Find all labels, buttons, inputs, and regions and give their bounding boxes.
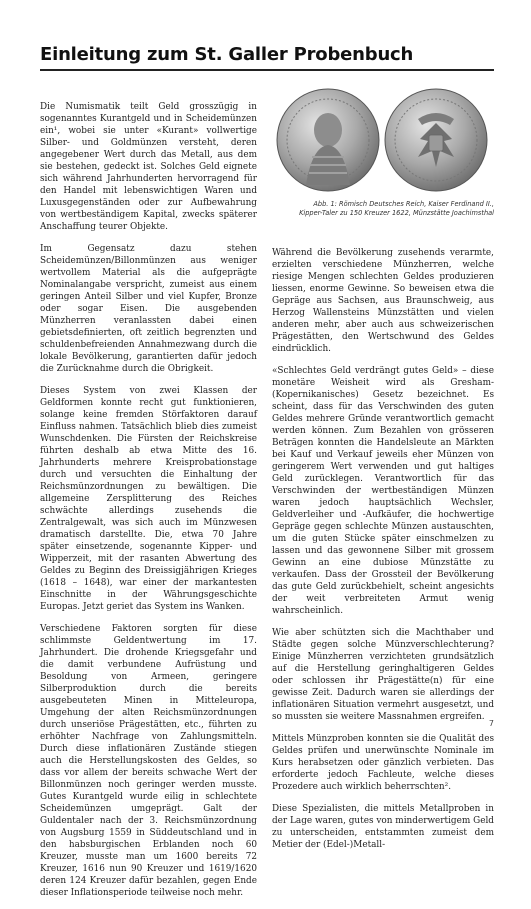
coin-figure — [272, 85, 494, 217]
page-title: Einleitung zum St. Galler Probenbuch — [40, 44, 414, 65]
coin-obverse — [277, 89, 379, 191]
coin-photo — [272, 85, 494, 195]
title-rule — [40, 69, 494, 71]
paragraph: Wie aber schützten sich die Machthaber und Städte gegen solche Münzverschlechterung? Einige Münzherren verzichteten grundsätzlich auf die Herstellung geringhaltigeren Geldes oder schlossen ihr Prägestätte(n) für eine gewisse Zeit. Dadurch waren sie allerdings der inflationären Situation vermehrt ausgesetzt, und so mussten sie weitere Massnahmen ergreifen. — [272, 628, 494, 722]
paragraph: Diese Spezialisten, die mittels Metallproben in der Lage waren, gutes von minderwertigem Geld zu unterscheiden, entstammten zumeist dem Metier der (Edel-)Metall- — [272, 804, 494, 850]
paragraph: Verschiedene Faktoren sorgten für diese schlimmste Geldentwertung im 17. Jahrhundert. Die drohende Kriegsgefahr und die damit verbundene Aufrüstung und Besoldung von Armeen, geringere Silberproduktion durch die bereits ausgebeuteten Minen in Mitteleuropa, Umgehung der alten Reichsmünzordnungen durch unseriöse Prägestätten, etc., führten zu erhöhter Nachfrage von Zahlungsmitteln. Durch diese inflationären Zustände stiegen auch die Herstellungskosten des Geldes, so dass vor allem der bereits schwache Wert der Billonmünzen noch geringer werden musste. Gutes Kurantgeld wurde eilig in schlechtete Scheidemünzen umgeprägt. Galt der Guldentaler nach der 3. Reichsmünzordnung von Augsburg 1559 in Süddeutschland und in den habsburgischen Erblanden noch 60 Kreuzer, musste man um 1600 bereits 72 Kreuzer, 1616 nun 90 Kreuzer und 1619/1620 deren 124 Kreuzer dafür bezahlen, gegen Ende dieser Inflationsperiode teilweise noch mehr. — [40, 624, 257, 898]
paragraph: Mittels Münzproben konnten sie die Qualität des Geldes prüfen und unerwünschte Nominale im Kurs herabsetzen oder gänzlich verbieten. Das erforderte jedoch Fachleute, welche dieses Prozedere auch wirklich beherrschten². — [272, 734, 494, 792]
caption-line: Kipper-Taler zu 150 Kreuzer 1622, Münzstätte Joachimsthal — [299, 208, 494, 217]
right-column — [272, 247, 494, 861]
paragraph: Dieses System von zwei Klassen der Geldformen konnte recht gut funktionieren, solange keine fremden Störfaktoren darauf Einfluss nahmen. Tatsächlich blieb dies zumeist Wunschdenken. Die Fürsten der Reichskreise führten deshalb ab etwa Mitte des 16. Jahrhunderts mehrere Kreisprobationstage durch und versuchten die Einhaltung der Reichsmünzordnungen zu bewältigen. Die allgemeine Zersplitterung des Reiches schwächte allerdings zusehends die Zentralgewalt, was sich auch im Münzwesen dramatisch darstellte. Die, etwa 70 Jahre später einsetzende, sogenannte Kipper- und Wipperzeit, mit der rasanten Abwertung des Geldes zu Beginn des Dreissigjährigen Krieges (1618 – 1648), war einer der markantesten Einschnitte in der Währungsgeschichte Europas. Jetzt geriet das System ins Wanken. — [40, 386, 257, 612]
paragraph: Während die Bevölkerung zusehends verarmte, erzielten verschiedene Münzherren, welche riesige Mengen schlechten Geldes produzieren liessen, enorme Gewinne. So beweisen etwa die Gepräge aus Sachsen, aus Braunschweig, aus Herzog Wallensteins Münzstätten und vielen anderen mehr, aber auch aus schweizerischen Prägestätten, den Wertschwund des Geldes eindrücklich. — [272, 248, 494, 354]
coin-reverse — [385, 89, 487, 191]
caption-line: Abb. 1: Römisch Deutsches Reich, Kaiser Ferdinand II., — [313, 200, 494, 208]
paragraph: Die Numismatik teilt Geld grosszügig in sogenanntes Kurantgeld und in Scheidemünzen ein¹, wobei sie unter «Kurant» vollwertige Silber- und Goldmünzen versteht, deren angegebener Wert durch das Metall, aus dem sie bestehen, gedeckt ist. Solches Geld eignete sich während Jahrhunderten hervorragend für den Handel mit lebenswichtigen Waren und Luxusgegenständen oder zur Aufbewahrung von wertbeständigem Kapital, zwecks späterer Anschaffung teurer Objekte. — [40, 102, 257, 232]
paragraph: «Schlechtes Geld verdrängt gutes Geld» – diese monetäre Weisheit wird als Gresham-(Kopernikanisches) Gesetz bezeichnet. Es scheint, dass für das Verschwinden des guten Geldes mehrere Gründe verantwortlich gemacht werden können. Zum Bezahlen von grösseren Beträgen konnten die Handelsleute an Märkten bei Kauf und Verkauf jeweils eher Münzen von geringerem Wert verwenden und gut haltiges Geld zurücklegen. Verantwortlich für das Verschwinden der wertbeständigen Münzen waren jedoch hauptsächlich Wechsler, Geldverleiher und -Aufkäufer, die hochwertige Gepräge gegen schlechte Münzen austauschten, um die guten Stücke später einschmelzen zu lassen und das gewonnene Silber mit grossem Gewinn an eine dubiose Münzstätte zu verkaufen. Dass der Grossteil der Bevölkerung das gute Geld zurückbehielt, scheint angesichts der weit verbreiteten Armut wenig wahrscheinlich. — [272, 366, 494, 616]
page-number: 7 — [488, 719, 494, 728]
figure-caption — [272, 200, 494, 217]
left-column — [40, 101, 257, 909]
paragraph: Im Gegensatz dazu stehen Scheidemünzen/Billonmünzen aus weniger wertvollem Material als die aufgeprägte Nominalangabe verspricht, zumeist aus einem geringen Anteil Silber und viel Kupfer, Bronze oder sogar Eisen. Die ausgebenden Münzherren veranlassten dabei einen gebietsdefinierten, oft zeitlich begrenzten und schuldenbefreienden Annahmezwang durch die lokale Bevölkerung, garantierten dafür jedoch die Zurücknahme durch die Obrigkeit. — [40, 244, 257, 374]
